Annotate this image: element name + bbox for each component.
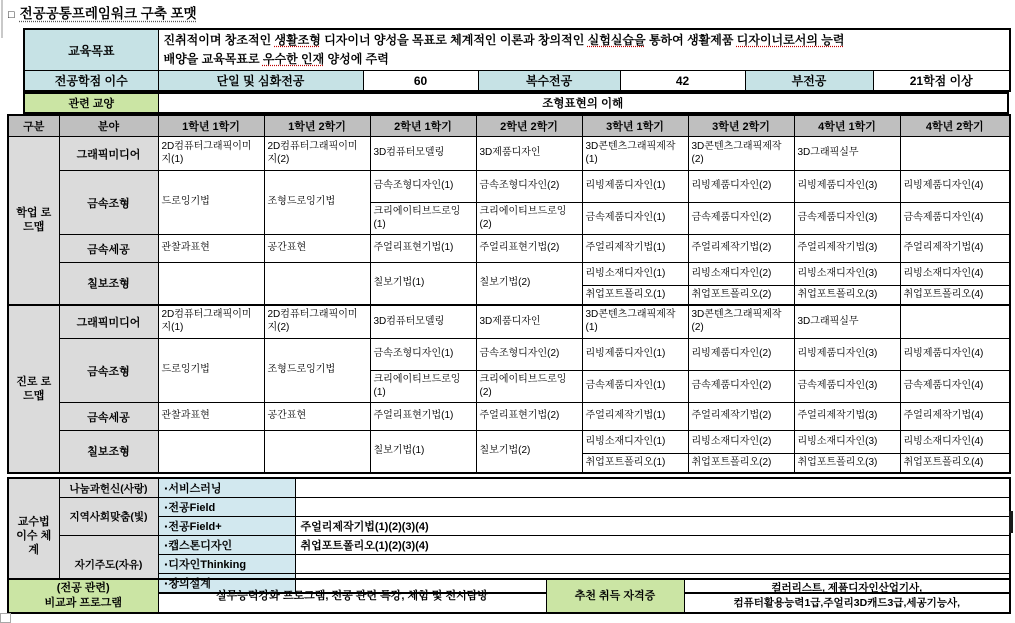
course-cell: 크리에이티브드로잉(2)	[476, 371, 582, 403]
course-cell: 관찰과표현	[158, 403, 264, 431]
education-goal-text	[158, 29, 1010, 71]
col-header: 구분	[8, 115, 59, 137]
teaching-item-label: 디자인Thinking	[168, 559, 247, 571]
window-edge-artifact	[1, 0, 3, 38]
course-cell: 주얼리제작기법(1)	[582, 235, 688, 263]
col-header: 4학년 2학기	[900, 115, 1010, 137]
course-cell: 주얼리제작기법(2)	[688, 403, 794, 431]
course-cell: 주얼리제작기법(4)	[900, 403, 1010, 431]
course-cell: 금속제품디자인(1)	[582, 203, 688, 235]
course-cell: 주얼리표현기법(2)	[476, 235, 582, 263]
col-header: 4학년 1학기	[794, 115, 900, 137]
course-cell: 주얼리제작기법(2)	[688, 235, 794, 263]
course-cell	[264, 431, 370, 473]
course-cell	[900, 137, 1010, 171]
course-cell: 칠보기법(1)	[370, 431, 476, 473]
course-cell: 드로잉기법	[158, 339, 264, 403]
course-cell: 칠보기법(1)	[370, 263, 476, 305]
field-label: 칠보조형	[59, 263, 158, 305]
square-bullet-icon: ▪	[164, 484, 168, 493]
bottom-left-cell-artifact	[0, 613, 11, 623]
credits-label: 전공학점 이수	[24, 71, 158, 92]
course-cell: 취업포트폴리오(1)	[582, 454, 688, 473]
course-cell: 금속조형디자인(2)	[476, 339, 582, 371]
teaching-item	[158, 555, 295, 574]
teaching-item	[158, 478, 295, 498]
course-cell: 3D컴퓨터모델링	[370, 137, 476, 171]
credit-value: 21학점 이상	[873, 71, 1010, 92]
extracurricular-label-line1: (전공 관련)	[56, 582, 110, 594]
course-cell: 칠보기법(2)	[476, 263, 582, 305]
teaching-item	[158, 498, 295, 517]
page-title-text: 전공공통프레임워크 구축 포맷	[19, 6, 197, 21]
credit-type: 단일 및 심화전공	[158, 71, 363, 92]
course-cell	[264, 263, 370, 305]
square-bullet-icon: ▪	[164, 579, 168, 588]
course-cell: 리빙소재디자인(1)	[582, 263, 688, 286]
extracurricular-label	[8, 579, 158, 613]
extracurricular-value: 실무능력강화 프로그램, 전공 관련 특강, 체험 및 전시탐방	[158, 579, 546, 613]
course-cell: 금속조형디자인(2)	[476, 171, 582, 203]
teaching-item-label: 서비스러닝	[168, 483, 222, 495]
course-cell: 주얼리표현기법(1)	[370, 403, 476, 431]
course-cell: 리빙소재디자인(4)	[900, 431, 1010, 454]
course-cell: 리빙제품디자인(1)	[582, 171, 688, 203]
square-bullet-icon: ▪	[164, 522, 168, 531]
teaching-group-label: 나눔과헌신(사랑)	[59, 478, 158, 498]
course-cell: 공간표현	[264, 403, 370, 431]
field-label: 금속세공	[59, 403, 158, 431]
page-title	[8, 2, 197, 22]
teaching-item-value: 주얼리제작기법(1)(2)(3)(4)	[295, 517, 1010, 536]
course-cell: 금속조형디자인(1)	[370, 339, 476, 371]
spellcheck-underlined-text: 우수한 인재	[262, 52, 325, 66]
spellcheck-underlined-text: 디자이너로서의 능력	[736, 33, 845, 47]
extracurricular-table	[7, 578, 1011, 614]
teaching-item-value: 취업포트폴리오(1)(2)(3)(4)	[295, 536, 1010, 555]
credit-value: 60	[363, 71, 478, 92]
course-cell: 3D콘텐츠그래픽제작(2)	[688, 305, 794, 339]
section-label: 학업 로드맵	[8, 137, 59, 305]
course-cell: 3D제품디자인	[476, 137, 582, 171]
course-cell: 2D컴퓨터그래픽이미지(2)	[264, 305, 370, 339]
course-cell: 리빙소재디자인(4)	[900, 263, 1010, 286]
course-cell: 금속조형디자인(1)	[370, 171, 476, 203]
certificates-line2: 컴퓨터활용능력1급,주얼리3D캐드3급,세공기능사,	[733, 597, 961, 609]
course-cell: 취업포트폴리오(4)	[900, 286, 1010, 305]
roadmap-table	[7, 114, 1011, 474]
teaching-item	[158, 517, 295, 536]
course-cell: 리빙소재디자인(2)	[688, 431, 794, 454]
course-cell: 금속제품디자인(3)	[794, 203, 900, 235]
course-cell: 3D그래픽실무	[794, 305, 900, 339]
course-cell: 2D컴퓨터그래픽이미지(1)	[158, 137, 264, 171]
col-header: 2학년 2학기	[476, 115, 582, 137]
course-cell: 크리에이티브드로잉(1)	[370, 371, 476, 403]
course-cell: 조형드로잉기법	[264, 339, 370, 403]
field-label: 금속조형	[59, 339, 158, 403]
course-cell: 관찰과표현	[158, 235, 264, 263]
course-cell: 주얼리표현기법(1)	[370, 235, 476, 263]
course-cell: 리빙소재디자인(1)	[582, 431, 688, 454]
roadmap-header-row	[8, 115, 1010, 137]
course-cell: 주얼리제작기법(3)	[794, 403, 900, 431]
course-cell: 크리에이티브드로잉(2)	[476, 203, 582, 235]
course-cell: 리빙제품디자인(3)	[794, 171, 900, 203]
teaching-method-table	[7, 477, 1011, 594]
goal-text-part: 통하여 생활제품	[645, 33, 737, 47]
course-cell: 취업포트폴리오(3)	[794, 286, 900, 305]
course-cell: 리빙제품디자인(2)	[688, 171, 794, 203]
teaching-item-label: 캡스톤디자인	[168, 540, 233, 552]
teaching-item	[158, 536, 295, 555]
course-cell: 3D그래픽실무	[794, 137, 900, 171]
teaching-item-label: 전공Field+	[168, 521, 222, 533]
course-cell: 리빙제품디자인(3)	[794, 339, 900, 371]
education-goal-table	[23, 28, 1011, 92]
course-cell: 리빙제품디자인(4)	[900, 171, 1010, 203]
field-label: 그래픽미디어	[59, 305, 158, 339]
course-cell: 공간표현	[264, 235, 370, 263]
teaching-method-label: 교수법 이수 체계	[8, 478, 59, 593]
col-header: 3학년 2학기	[688, 115, 794, 137]
course-cell	[158, 263, 264, 305]
course-cell: 2D컴퓨터그래픽이미지(1)	[158, 305, 264, 339]
square-bullet-icon: □	[8, 9, 15, 21]
field-label: 금속세공	[59, 235, 158, 263]
related-liberal-arts-table	[23, 92, 1009, 114]
course-cell: 3D콘텐츠그래픽제작(1)	[582, 305, 688, 339]
related-liberal-arts-label: 관련 교양	[24, 93, 158, 113]
course-cell: 취업포트폴리오(2)	[688, 286, 794, 305]
col-header: 1학년 1학기	[158, 115, 264, 137]
course-cell: 주얼리표현기법(2)	[476, 403, 582, 431]
course-cell: 3D컴퓨터모델링	[370, 305, 476, 339]
square-bullet-icon: ▪	[164, 560, 168, 569]
course-cell: 금속제품디자인(4)	[900, 203, 1010, 235]
related-liberal-arts-value: 조형표현의 이해	[158, 93, 1008, 113]
credit-value: 42	[620, 71, 745, 92]
goal-text-part: 배양을 교육목표로	[163, 52, 263, 66]
teaching-item-value	[295, 498, 1010, 517]
square-bullet-icon: ▪	[164, 541, 168, 550]
certificates-value	[684, 579, 1010, 613]
course-cell: 리빙제품디자인(4)	[900, 339, 1010, 371]
course-cell: 취업포트폴리오(1)	[582, 286, 688, 305]
course-cell: 드로잉기법	[158, 171, 264, 235]
course-cell: 2D컴퓨터그래픽이미지(2)	[264, 137, 370, 171]
col-header: 2학년 1학기	[370, 115, 476, 137]
spellcheck-underlined-text: 실험실습을	[587, 33, 646, 47]
edu-goal-line2	[164, 50, 1005, 69]
teaching-item-value	[295, 478, 1010, 498]
square-bullet-icon: ▪	[164, 503, 168, 512]
course-cell: 3D제품디자인	[476, 305, 582, 339]
teaching-group-label: 지역사회맞춤(빛)	[59, 498, 158, 536]
course-cell: 주얼리제작기법(4)	[900, 235, 1010, 263]
goal-text-part: 양성에 주력	[324, 52, 389, 66]
credit-type: 부전공	[745, 71, 873, 92]
col-header: 3학년 1학기	[582, 115, 688, 137]
certificates-line1: 컬러리스트, 제품디자인산업기사,	[771, 582, 923, 594]
course-cell: 3D콘텐츠그래픽제작(2)	[688, 137, 794, 171]
certificates-label: 추천 취득 자격증	[546, 579, 684, 613]
col-header: 분야	[59, 115, 158, 137]
course-cell: 취업포트폴리오(3)	[794, 454, 900, 473]
course-cell	[158, 431, 264, 473]
teaching-item-value	[295, 555, 1010, 574]
course-cell: 크리에이티브드로잉(1)	[370, 203, 476, 235]
course-cell: 리빙소재디자인(3)	[794, 431, 900, 454]
teaching-item-label: 전공Field	[168, 502, 216, 514]
education-goal-label: 교육목표	[24, 29, 158, 71]
course-cell: 칠보기법(2)	[476, 431, 582, 473]
course-cell: 금속제품디자인(2)	[688, 371, 794, 403]
course-cell: 리빙소재디자인(2)	[688, 263, 794, 286]
course-cell: 금속제품디자인(4)	[900, 371, 1010, 403]
course-cell: 금속제품디자인(3)	[794, 371, 900, 403]
right-scrollbar-handle[interactable]	[1009, 511, 1013, 533]
course-cell: 취업포트폴리오(2)	[688, 454, 794, 473]
col-header: 1학년 2학기	[264, 115, 370, 137]
goal-text-part: 진취적이며 창조적인	[163, 33, 275, 47]
course-cell: 리빙제품디자인(1)	[582, 339, 688, 371]
extracurricular-label-line2: 비교과 프로그램	[44, 597, 122, 609]
course-cell: 주얼리제작기법(3)	[794, 235, 900, 263]
goal-text-part: 디자이너 양성을 목표로 체계적인 이론과 창의적인	[320, 33, 588, 47]
spellcheck-underlined-text: 생활조형	[274, 33, 321, 47]
course-cell: 3D콘텐츠그래픽제작(1)	[582, 137, 688, 171]
teaching-item-label: 창의설계	[168, 578, 211, 590]
edu-goal-line1	[164, 31, 1005, 50]
course-cell: 금속제품디자인(2)	[688, 203, 794, 235]
field-label: 금속조형	[59, 171, 158, 235]
teaching-group-label: 자기주도(자유)	[59, 536, 158, 594]
course-cell: 주얼리제작기법(1)	[582, 403, 688, 431]
course-cell: 리빙제품디자인(2)	[688, 339, 794, 371]
field-label: 그래픽미디어	[59, 137, 158, 171]
course-cell: 리빙소재디자인(3)	[794, 263, 900, 286]
section-label: 진로 로드맵	[8, 305, 59, 473]
course-cell: 취업포트폴리오(4)	[900, 454, 1010, 473]
field-label: 칠보조형	[59, 431, 158, 473]
credit-type: 복수전공	[478, 71, 620, 92]
course-cell: 금속제품디자인(1)	[582, 371, 688, 403]
course-cell	[900, 305, 1010, 339]
course-cell: 조형드로잉기법	[264, 171, 370, 235]
